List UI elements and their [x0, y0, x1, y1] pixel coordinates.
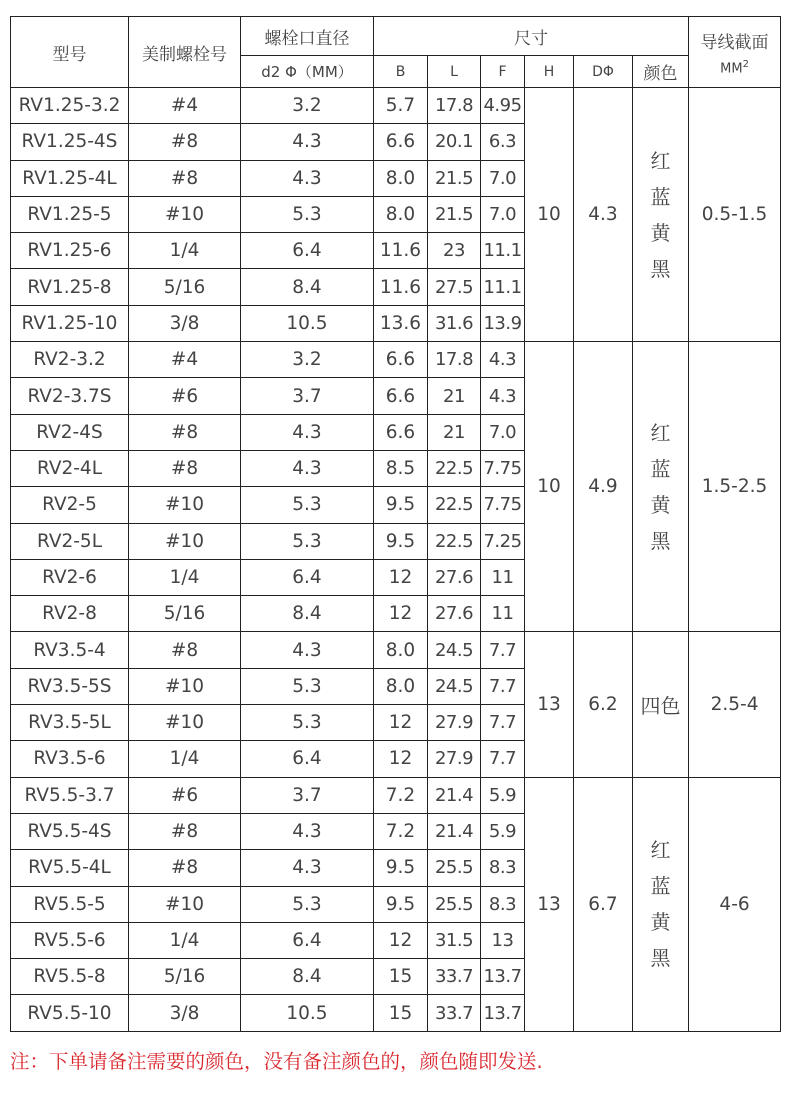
cell-d2: 5.3: [241, 487, 374, 523]
wire-unit: [689, 59, 780, 76]
color-option: 黑: [650, 528, 671, 553]
cell-d: 6.2: [574, 632, 633, 777]
cell-d2: 3.7: [241, 777, 374, 813]
cell-d2: 6.4: [241, 922, 374, 958]
color-option: 四色: [640, 694, 681, 719]
cell-model: RV5.5-8: [11, 959, 129, 995]
cell-model: RV3.5-6: [11, 741, 129, 777]
cell-f: 8.3: [481, 850, 525, 886]
cell-f: 7.0: [481, 160, 525, 196]
cell-us-bolt: #10: [129, 668, 241, 704]
cell-h: 10: [525, 342, 574, 632]
header-dimensions: 尺寸: [374, 17, 689, 56]
cell-d2: 4.3: [241, 160, 374, 196]
cell-f: 4.95: [481, 88, 525, 124]
cell-l: 27.5: [428, 269, 481, 305]
table-header: [11, 17, 781, 88]
cell-colors: [633, 342, 689, 632]
color-option: 蓝: [650, 874, 671, 899]
cell-b: 5.7: [374, 88, 428, 124]
cell-l: 24.5: [428, 632, 481, 668]
color-option: 红: [650, 838, 671, 863]
color-option: 黄: [650, 220, 671, 245]
header-wire-cross-section: [689, 17, 781, 88]
cell-model: RV1.25-6: [11, 233, 129, 269]
cell-b: 7.2: [374, 777, 428, 813]
cell-d2: 3.7: [241, 378, 374, 414]
table-body: [11, 88, 781, 1032]
cell-us-bolt: #10: [129, 705, 241, 741]
cell-colors: [633, 88, 689, 342]
cell-d2: 6.4: [241, 233, 374, 269]
wire-section-label: 导线截面: [700, 32, 769, 53]
cell-b: 9.5: [374, 886, 428, 922]
cell-l: 21.5: [428, 196, 481, 232]
cell-f: 5.9: [481, 777, 525, 813]
color-option: 黑: [650, 946, 671, 971]
cell-f: 7.7: [481, 632, 525, 668]
cell-us-bolt: #8: [129, 632, 241, 668]
cell-model: RV2-3.7S: [11, 378, 129, 414]
cell-us-bolt: #6: [129, 777, 241, 813]
cell-model: RV3.5-5S: [11, 668, 129, 704]
color-option: 蓝: [650, 456, 671, 481]
cell-us-bolt: 1/4: [129, 741, 241, 777]
cell-model: RV2-8: [11, 596, 129, 632]
cell-us-bolt: #8: [129, 850, 241, 886]
cell-us-bolt: #8: [129, 450, 241, 486]
cell-l: 17.8: [428, 342, 481, 378]
cell-model: RV2-5: [11, 487, 129, 523]
cell-model: RV5.5-4L: [11, 850, 129, 886]
color-option: 黄: [650, 492, 671, 517]
color-option: 蓝: [650, 184, 671, 209]
cell-f: 7.7: [481, 741, 525, 777]
color-option: 黑: [650, 256, 671, 281]
cell-f: 7.7: [481, 668, 525, 704]
cell-us-bolt: 5/16: [129, 596, 241, 632]
cell-us-bolt: 1/4: [129, 559, 241, 595]
cell-l: 31.6: [428, 305, 481, 341]
cell-d2: 4.3: [241, 414, 374, 450]
cell-l: 27.6: [428, 596, 481, 632]
cell-d2: 10.5: [241, 995, 374, 1031]
cell-d2: 4.3: [241, 850, 374, 886]
cell-f: 7.7: [481, 705, 525, 741]
cell-f: 13.9: [481, 305, 525, 341]
cell-b: 12: [374, 596, 428, 632]
cell-model: RV1.25-5: [11, 196, 129, 232]
cell-b: 11.6: [374, 269, 428, 305]
cell-b: 6.6: [374, 124, 428, 160]
cell-us-bolt: #10: [129, 523, 241, 559]
cell-us-bolt: #10: [129, 886, 241, 922]
cell-us-bolt: #10: [129, 196, 241, 232]
cell-f: 4.3: [481, 342, 525, 378]
cell-f: 4.3: [481, 378, 525, 414]
cell-f: 5.9: [481, 813, 525, 849]
cell-d2: 8.4: [241, 269, 374, 305]
cell-l: 21: [428, 414, 481, 450]
cell-us-bolt: 3/8: [129, 305, 241, 341]
cell-f: 7.75: [481, 487, 525, 523]
header-col-f: F: [481, 56, 525, 88]
cell-model: RV3.5-5L: [11, 705, 129, 741]
cell-d: 4.9: [574, 342, 633, 632]
cell-us-bolt: #10: [129, 487, 241, 523]
cell-us-bolt: #4: [129, 342, 241, 378]
cell-b: 6.6: [374, 378, 428, 414]
cell-l: 21.4: [428, 777, 481, 813]
cell-d2: 6.4: [241, 559, 374, 595]
color-option: 红: [650, 148, 671, 173]
cell-l: 21.5: [428, 160, 481, 196]
cell-f: 7.75: [481, 450, 525, 486]
header-bolt-hole-diameter: 螺栓口直径: [241, 17, 374, 56]
cell-model: RV5.5-3.7: [11, 777, 129, 813]
cell-l: 33.7: [428, 995, 481, 1031]
cell-b: 9.5: [374, 850, 428, 886]
cell-b: 8.0: [374, 668, 428, 704]
cell-b: 12: [374, 559, 428, 595]
cell-d2: 3.2: [241, 88, 374, 124]
order-note: 注：下单请备注需要的颜色，没有备注颜色的，颜色随即发送.: [10, 1050, 543, 1073]
cell-wire-section: 1.5-2.5: [689, 342, 781, 632]
cell-b: 15: [374, 995, 428, 1031]
cell-f: 7.25: [481, 523, 525, 559]
cell-b: 6.6: [374, 414, 428, 450]
cell-f: 13.7: [481, 995, 525, 1031]
cell-l: 24.5: [428, 668, 481, 704]
cell-us-bolt: 1/4: [129, 922, 241, 958]
cell-model: RV1.25-4L: [11, 160, 129, 196]
cell-b: 8.0: [374, 196, 428, 232]
cell-f: 7.0: [481, 196, 525, 232]
cell-us-bolt: #6: [129, 378, 241, 414]
cell-b: 11.6: [374, 233, 428, 269]
cell-f: 11.1: [481, 233, 525, 269]
cell-f: 8.3: [481, 886, 525, 922]
cell-l: 25.5: [428, 850, 481, 886]
cell-f: 6.3: [481, 124, 525, 160]
cell-d2: 5.3: [241, 668, 374, 704]
cell-l: 27.9: [428, 741, 481, 777]
cell-b: 8.0: [374, 632, 428, 668]
cell-d2: 4.3: [241, 632, 374, 668]
cell-f: 11: [481, 559, 525, 595]
table-row: [11, 777, 781, 813]
cell-d2: 6.4: [241, 741, 374, 777]
cell-b: 6.6: [374, 342, 428, 378]
wire-unit-sup: 2: [742, 58, 749, 70]
cell-wire-section: 2.5-4: [689, 632, 781, 777]
cell-model: RV2-6: [11, 559, 129, 595]
cell-b: 9.5: [374, 523, 428, 559]
cell-b: 12: [374, 922, 428, 958]
cell-d2: 8.4: [241, 596, 374, 632]
cell-model: RV5.5-5: [11, 886, 129, 922]
cell-l: 31.5: [428, 922, 481, 958]
header-bolt-hole-unit: d2 Φ（MM）: [241, 56, 374, 88]
cell-us-bolt: 5/16: [129, 269, 241, 305]
header-col-b: B: [374, 56, 428, 88]
cell-f: 11.1: [481, 269, 525, 305]
cell-d2: 5.3: [241, 196, 374, 232]
cell-model: RV5.5-10: [11, 995, 129, 1031]
cell-l: 33.7: [428, 959, 481, 995]
cell-us-bolt: #8: [129, 414, 241, 450]
cell-b: 12: [374, 705, 428, 741]
cell-b: 8.5: [374, 450, 428, 486]
cell-b: 12: [374, 741, 428, 777]
cell-d2: 5.3: [241, 523, 374, 559]
cell-h: 10: [525, 88, 574, 342]
cell-d2: 5.3: [241, 886, 374, 922]
cell-b: 7.2: [374, 813, 428, 849]
cell-h: 13: [525, 777, 574, 1031]
cell-l: 22.5: [428, 450, 481, 486]
cell-d: 4.3: [574, 88, 633, 342]
cell-wire-section: 4-6: [689, 777, 781, 1031]
cell-us-bolt: #8: [129, 813, 241, 849]
cell-d2: 8.4: [241, 959, 374, 995]
cell-model: RV5.5-6: [11, 922, 129, 958]
cell-d2: 4.3: [241, 450, 374, 486]
table-row: [11, 632, 781, 668]
cell-l: 21: [428, 378, 481, 414]
cell-f: 11: [481, 596, 525, 632]
table-row: [11, 342, 781, 378]
cell-d2: 4.3: [241, 813, 374, 849]
spec-table: [10, 16, 781, 1032]
cell-us-bolt: #8: [129, 124, 241, 160]
color-option: 红: [650, 420, 671, 445]
cell-d2: 5.3: [241, 705, 374, 741]
cell-model: RV1.25-4S: [11, 124, 129, 160]
cell-h: 13: [525, 632, 574, 777]
cell-model: RV3.5-4: [11, 632, 129, 668]
cell-model: RV1.25-3.2: [11, 88, 129, 124]
cell-d2: 4.3: [241, 124, 374, 160]
cell-us-bolt: #8: [129, 160, 241, 196]
cell-l: 25.5: [428, 886, 481, 922]
cell-b: 9.5: [374, 487, 428, 523]
cell-f: 13: [481, 922, 525, 958]
cell-l: 17.8: [428, 88, 481, 124]
cell-us-bolt: 5/16: [129, 959, 241, 995]
header-col-l: L: [428, 56, 481, 88]
color-option: 黄: [650, 910, 671, 935]
wire-unit-text: MM: [720, 61, 743, 77]
cell-l: 27.6: [428, 559, 481, 595]
header-model: 型号: [11, 17, 129, 88]
cell-model: RV1.25-8: [11, 269, 129, 305]
header-us-bolt: 美制螺栓号: [129, 17, 241, 88]
cell-model: RV2-4S: [11, 414, 129, 450]
cell-d: 6.7: [574, 777, 633, 1031]
cell-us-bolt: 1/4: [129, 233, 241, 269]
cell-wire-section: 0.5-1.5: [689, 88, 781, 342]
cell-model: RV5.5-4S: [11, 813, 129, 849]
cell-model: RV2-5L: [11, 523, 129, 559]
cell-model: RV1.25-10: [11, 305, 129, 341]
header-col-h: H: [525, 56, 574, 88]
cell-l: 22.5: [428, 487, 481, 523]
header-col-d: DΦ: [574, 56, 633, 88]
header-col-color: 颜色: [633, 56, 689, 88]
cell-b: 8.0: [374, 160, 428, 196]
cell-model: RV2-4L: [11, 450, 129, 486]
cell-l: 23: [428, 233, 481, 269]
cell-l: 22.5: [428, 523, 481, 559]
cell-l: 21.4: [428, 813, 481, 849]
cell-us-bolt: 3/8: [129, 995, 241, 1031]
cell-d2: 3.2: [241, 342, 374, 378]
cell-us-bolt: #4: [129, 88, 241, 124]
cell-l: 27.9: [428, 705, 481, 741]
cell-model: RV2-3.2: [11, 342, 129, 378]
table-row: [11, 88, 781, 124]
cell-f: 7.0: [481, 414, 525, 450]
cell-b: 15: [374, 959, 428, 995]
cell-f: 13.7: [481, 959, 525, 995]
cell-b: 13.6: [374, 305, 428, 341]
cell-colors: [633, 632, 689, 777]
cell-colors: [633, 777, 689, 1031]
cell-l: 20.1: [428, 124, 481, 160]
cell-d2: 10.5: [241, 305, 374, 341]
